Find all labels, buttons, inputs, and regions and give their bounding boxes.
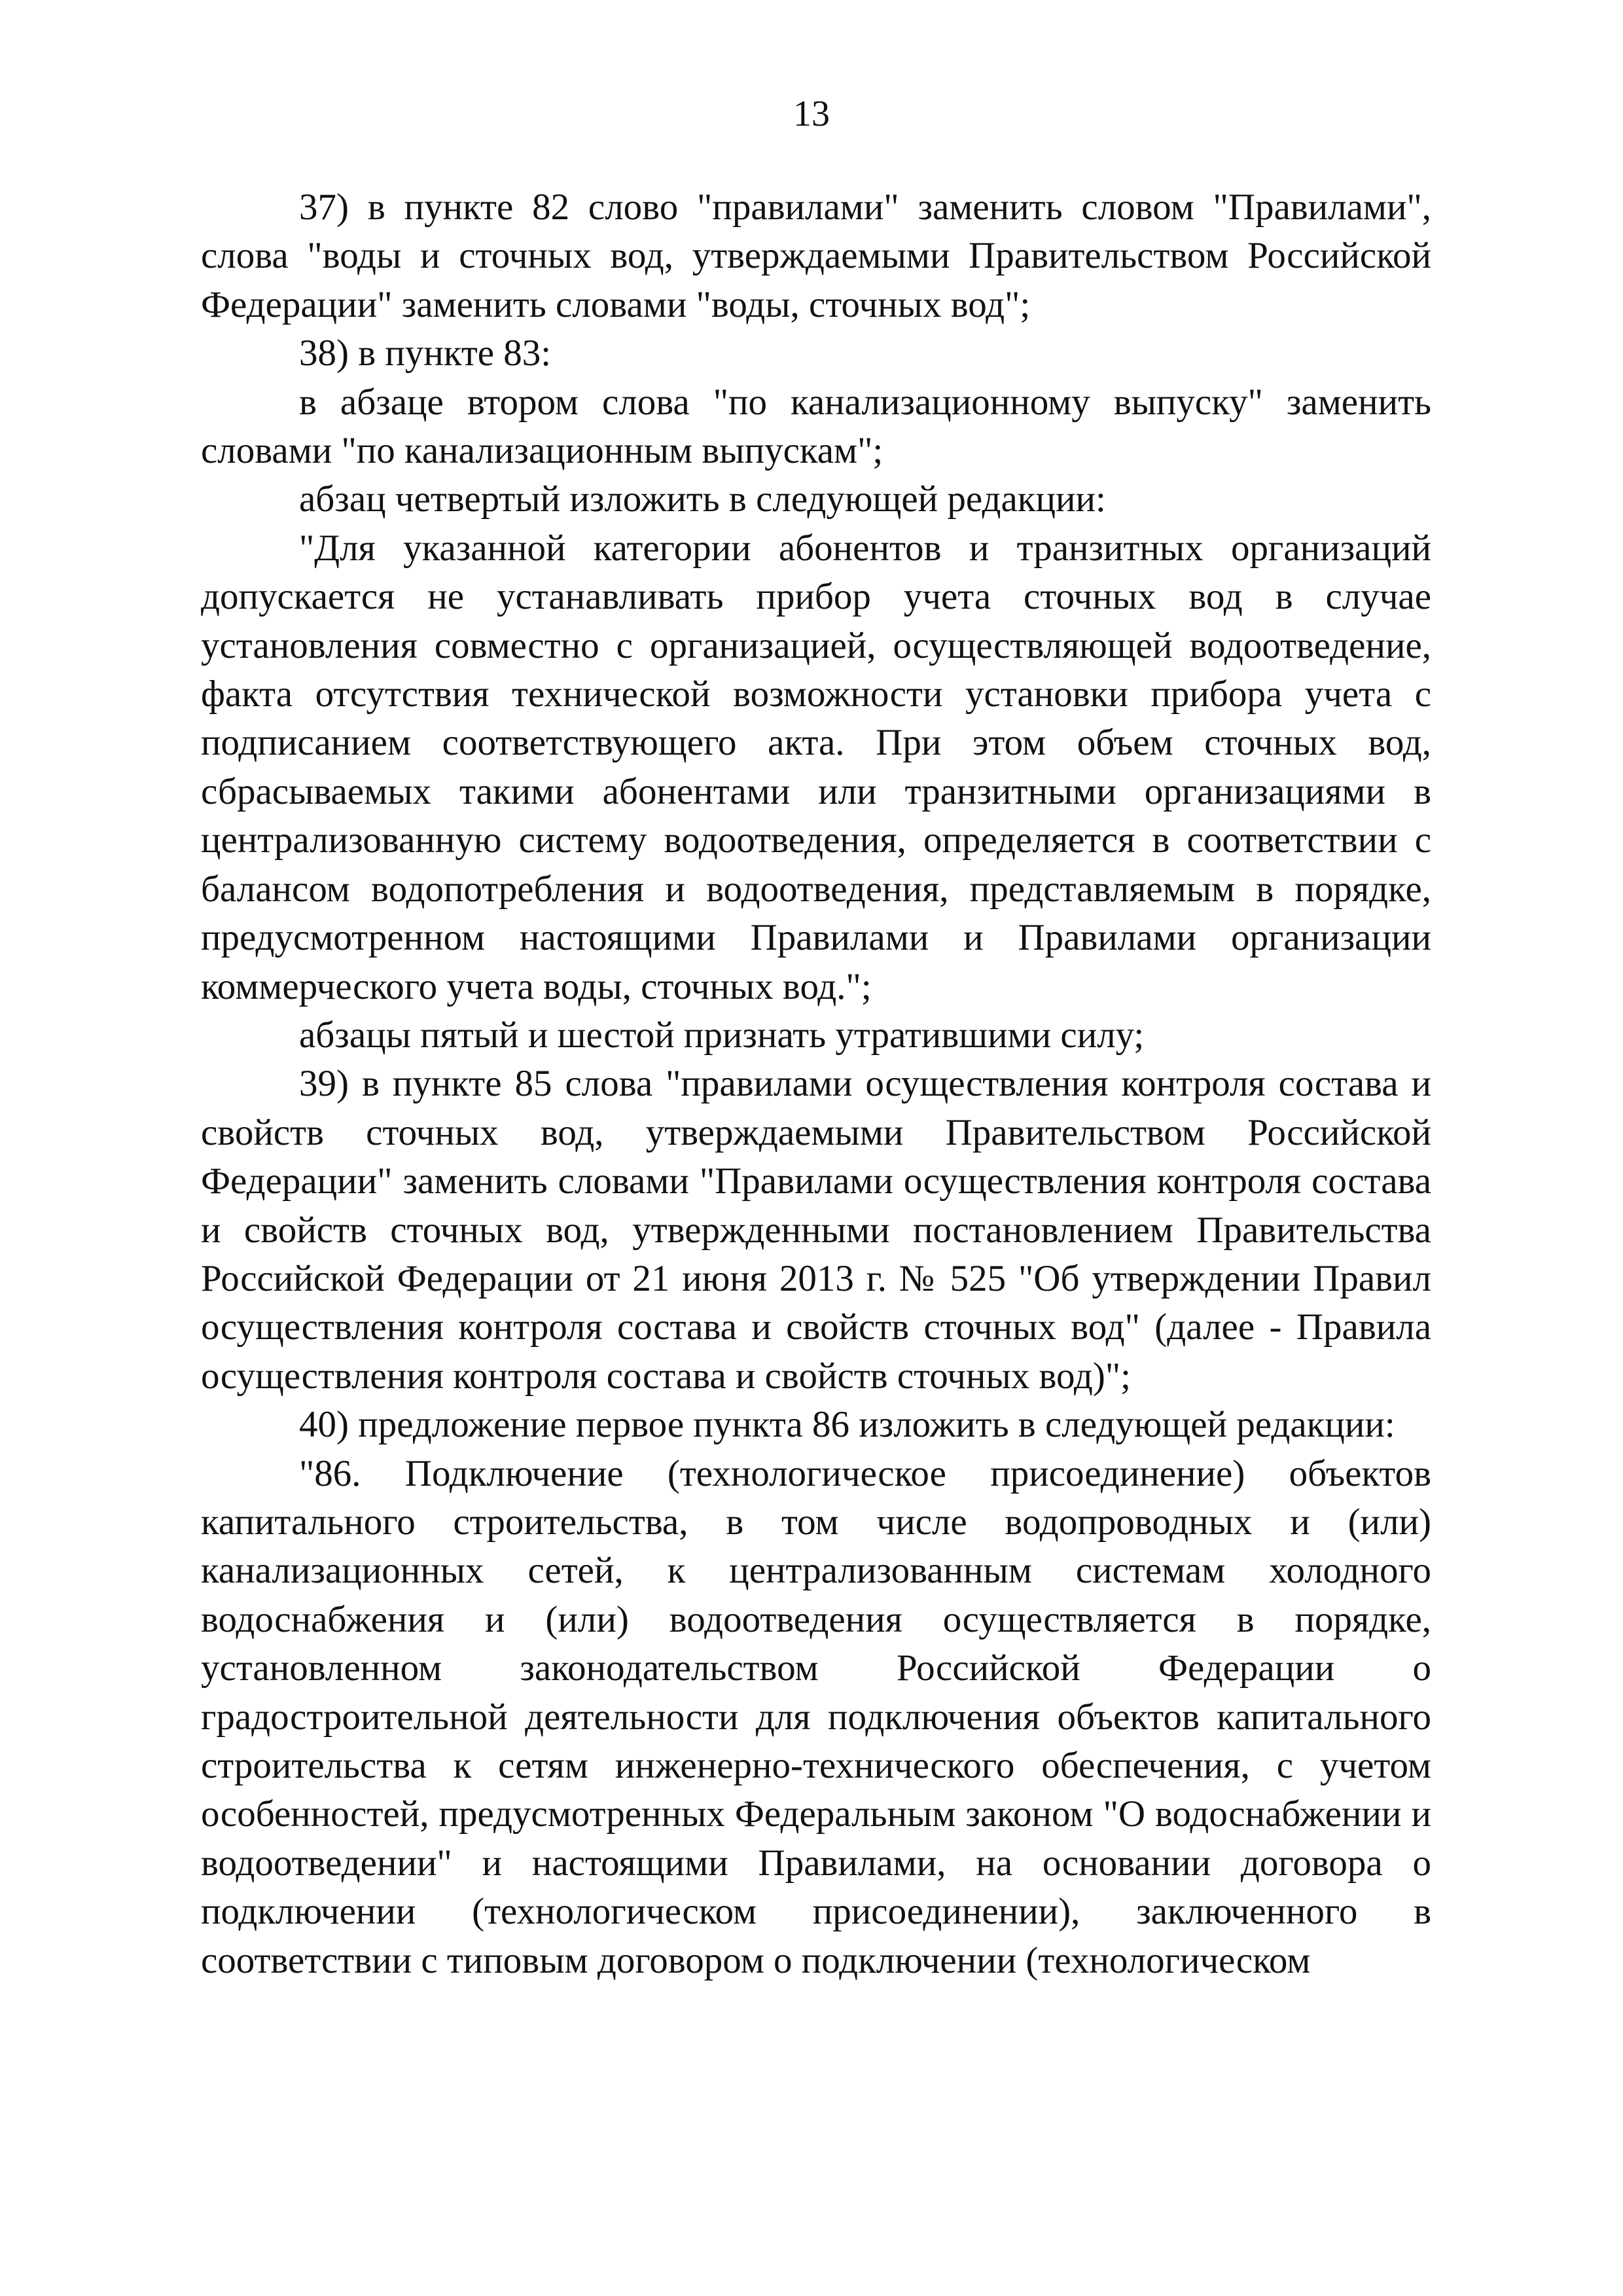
paragraph-38-abzac-4-text: "Для указанной категории абонентов и транзитных организаций допускается не устанавливать прибор учета сточных вод в случае установления совместно с организацией, осуществляющей водоотведение, факта отсутствия технической возможности установки прибора учета с подписанием соответствующего акта. При этом объем сточных вод, сбрасываемых такими абонентами или транзитными организациями в централизованную систему водоотведения, определяется в соответствии с балансом водопотребления и водоотведения, представляемым в порядке, предусмотренном настоящими Правилами и Правилами организации коммерческого учета воды, сточных вод.";: [201, 527, 1431, 1007]
page-number: 13: [793, 94, 830, 134]
paragraph-38-abzac-2: в абзаце втором слова "по канализационному выпуску" заменить словами "по канализационным выпускам";: [201, 381, 1431, 472]
paragraph-40: 40) предложение первое пункта 86 изложить в следующей редакции:: [299, 1404, 1395, 1446]
paragraph-38-abzac-5-6: абзацы пятый и шестой признать утратившими силу;: [299, 1014, 1145, 1056]
document-body: [201, 183, 1431, 1985]
paragraph-38: 38) в пункте 83:: [299, 332, 552, 374]
paragraph-39: 39) в пункте 85 слова "правилами осуществления контроля состава и свойств сточных вод, утверждаемыми Правительством Российской Федерации" заменить словами "Правилами осуществления контроля состава и свойств сточных вод, утвержденными постановлением Правительства Российской Федерации от 21 июня 2013 г. № 525 "Об утверждении Правил осуществления контроля состава и свойств сточных вод" (далее - Правила осуществления контроля состава и свойств сточных вод)";: [201, 1063, 1431, 1397]
paragraph-37: 37) в пункте 82 слово "правилами" заменить словом "Правилами", слова "воды и сточных вод, утверждаемыми Правительством Российской Федерации" заменить словами "воды, сточных вод";: [201, 187, 1431, 325]
paragraph-40-text: "86. Подключение (технологическое присоединение) объектов капитального строительства, в том числе водопроводных и (или) канализационных сетей, к централизованным системам холодного водоснабжения и (или) водоотведения осуществляется в порядке, установленном законодательством Российской Федерации о градостроительной деятельности для подключения объектов капитального строительства к сетям инженерно-технического обеспечения, с учетом особенностей, предусмотренных Федеральным законом "О водоснабжении и водоотведении" и настоящими Правилами, на основании договора о подключении (технологическом присоединении), заключенного в соответствии с типовым договором о подключении (технологическом: [201, 1452, 1431, 1981]
paragraph-38-abzac-4-intro: абзац четвертый изложить в следующей редакции:: [299, 478, 1106, 520]
